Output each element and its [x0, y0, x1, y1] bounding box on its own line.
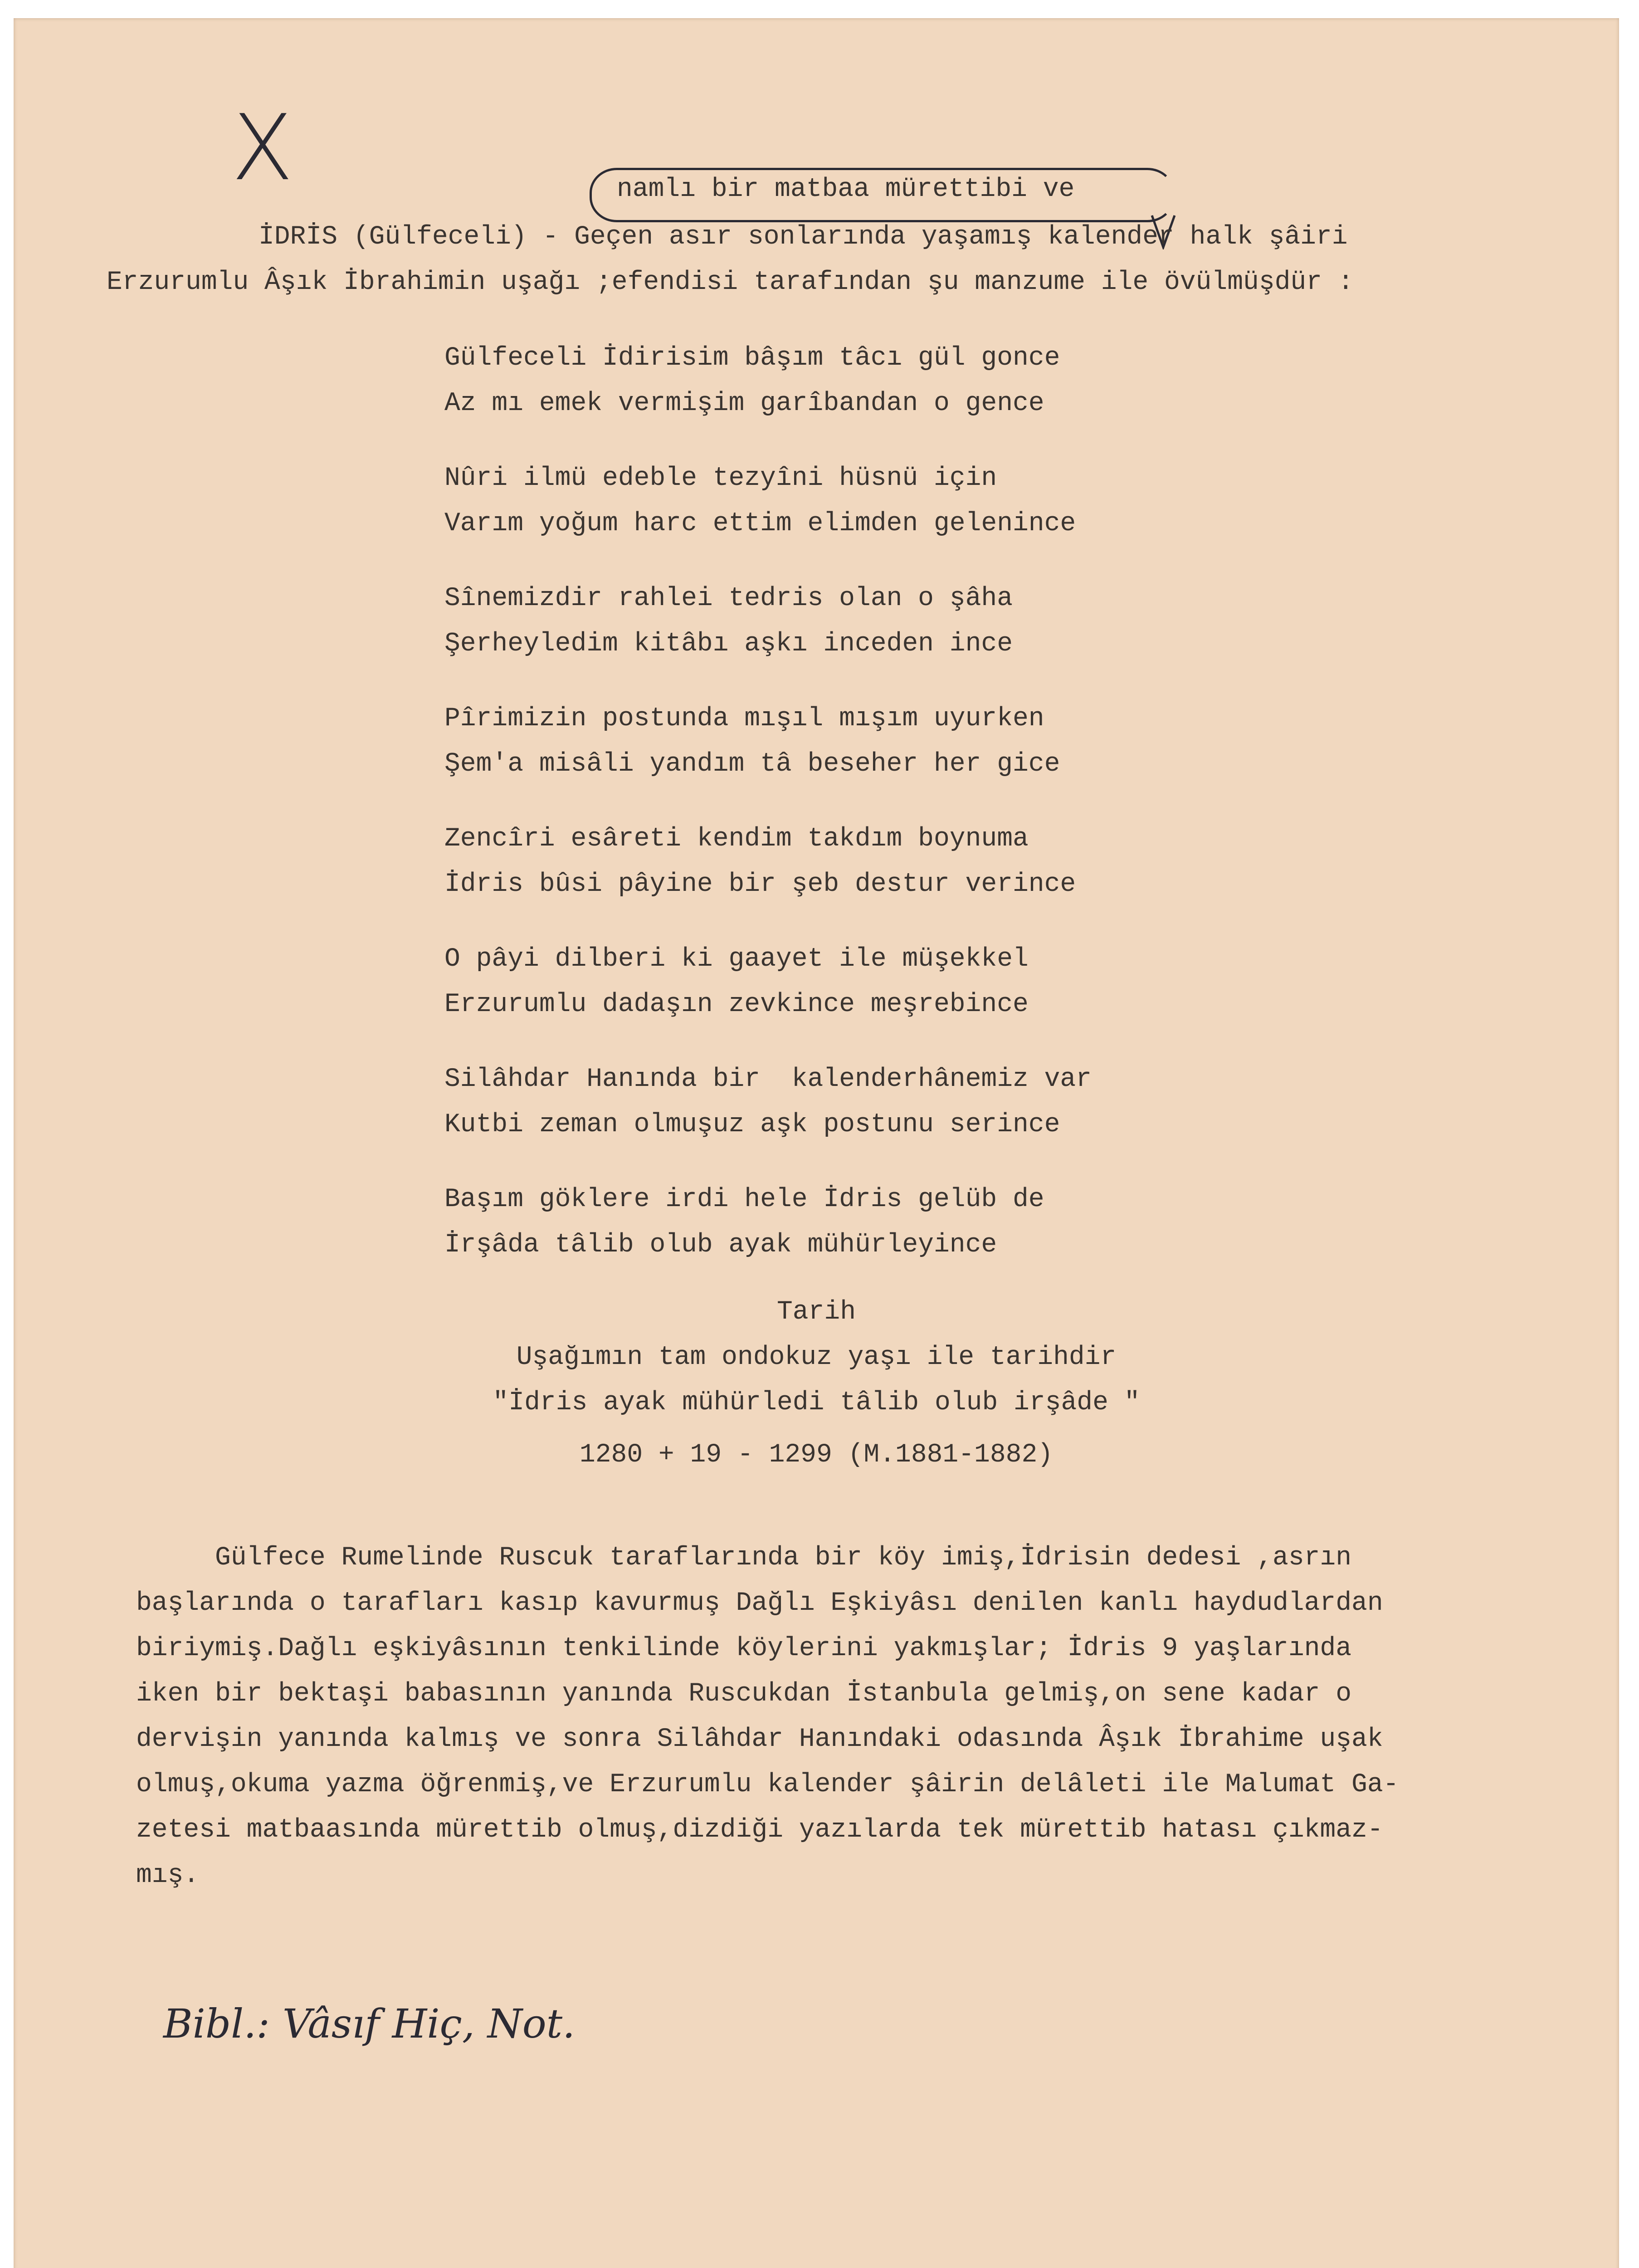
poem-line: Nûri ilmü edeble tezyîni hüsnü için	[444, 464, 997, 493]
poem-line: Sînemizdir rahlei tedris olan o şâha	[444, 584, 1013, 613]
poem-line: O pâyi dilberi ki gaayet ile müşekkel	[444, 944, 1029, 974]
handwritten-insertion: namlı bir matbaa mürettibi ve	[617, 175, 1075, 204]
paragraph-line: zetesi matbaasında mürettib olmuş,dizdiği yazılarda tek mürettib hatası çıkmaz-	[136, 1815, 1383, 1845]
paragraph-line: mış.	[136, 1861, 200, 1890]
poem-line: Varım yoğum harc ettim elimden gelenince	[444, 509, 1076, 538]
poem-line: Şerheyledim kitâbı aşkı inceden ince	[444, 629, 1013, 659]
tarih-date-line: 1280 + 19 - 1299 (M.1881-1882)	[579, 1440, 1054, 1470]
tarih-title: Tarih	[776, 1297, 856, 1327]
poem-line: İrşâda tâlib olub ayak mühürleyince	[444, 1230, 997, 1260]
paragraph-line: biriymiş.Dağlı eşkiyâsının tenkilinde köylerini yakmışlar; İdris 9 yaşlarında	[136, 1634, 1352, 1663]
poem-line: Başım göklere irdi hele İdris gelüb de	[444, 1185, 1044, 1214]
margin-x-mark: X	[231, 95, 294, 201]
poem-line: Kutbi zeman olmuşuz aşk postunu serince	[444, 1110, 1060, 1139]
paragraph-line: olmuş,okuma yazma öğrenmiş,ve Erzurumlu kalender şâirin delâleti ile Malumat Ga-	[136, 1770, 1399, 1799]
document-sheet	[14, 18, 1619, 2268]
heading-line-2: Erzurumlu Âşık İbrahimin uşağı ;efendisi tarafından şu manzume ile övülmüşdür :	[107, 268, 1354, 297]
poem-line: Şem'a misâli yandım tâ beseher her gice	[444, 749, 1060, 779]
tarih-line-2: "İdris ayak mühürledi tâlib olub irşâde "	[493, 1388, 1140, 1418]
poem-line: Pîrimizin postunda mışıl mışım uyurken	[444, 704, 1044, 733]
paragraph-line: başlarında o tarafları kasıp kavurmuş Dağlı Eşkiyâsı denilen kanlı haydudlardan	[136, 1589, 1383, 1618]
bibliography-note: Bibl.: Vâsıf Hiç, Not.	[163, 2000, 576, 2047]
paragraph-line: iken bir bektaşi babasının yanında Ruscukdan İstanbula gelmiş,on sene kadar o	[136, 1679, 1352, 1709]
poem-line: Zencîri esâreti kendim takdım boynuma	[444, 824, 1029, 854]
poem-line: Silâhdar Hanında bir kalenderhânemiz var	[444, 1065, 1092, 1094]
tarih-line-1: Uşağımın tam ondokuz yaşı ile tarihdir	[516, 1343, 1117, 1372]
poem-line: Gülfeceli İdirisim bâşım tâcı gül gonce	[444, 343, 1060, 373]
poem-line: Erzurumlu dadaşın zevkince meşrebince	[444, 990, 1029, 1019]
paragraph-line: dervişin yanında kalmış ve sonra Silâhdar Hanındaki odasında Âşık İbrahime uşak	[136, 1725, 1383, 1754]
heading-line-1: İDRİS (Gülfeceli) - Geçen asır sonlarında yaşamış kalender halk şâiri	[259, 222, 1348, 252]
paragraph-line: Gülfece Rumelinde Ruscuk taraflarında bir köy imiş,İdrisin dedesi ,asrın	[136, 1543, 1352, 1573]
poem-line: Az mı emek vermişim garîbandan o gence	[444, 389, 1044, 418]
poem-line: İdris bûsi pâyine bir şeb destur verince	[444, 870, 1076, 899]
